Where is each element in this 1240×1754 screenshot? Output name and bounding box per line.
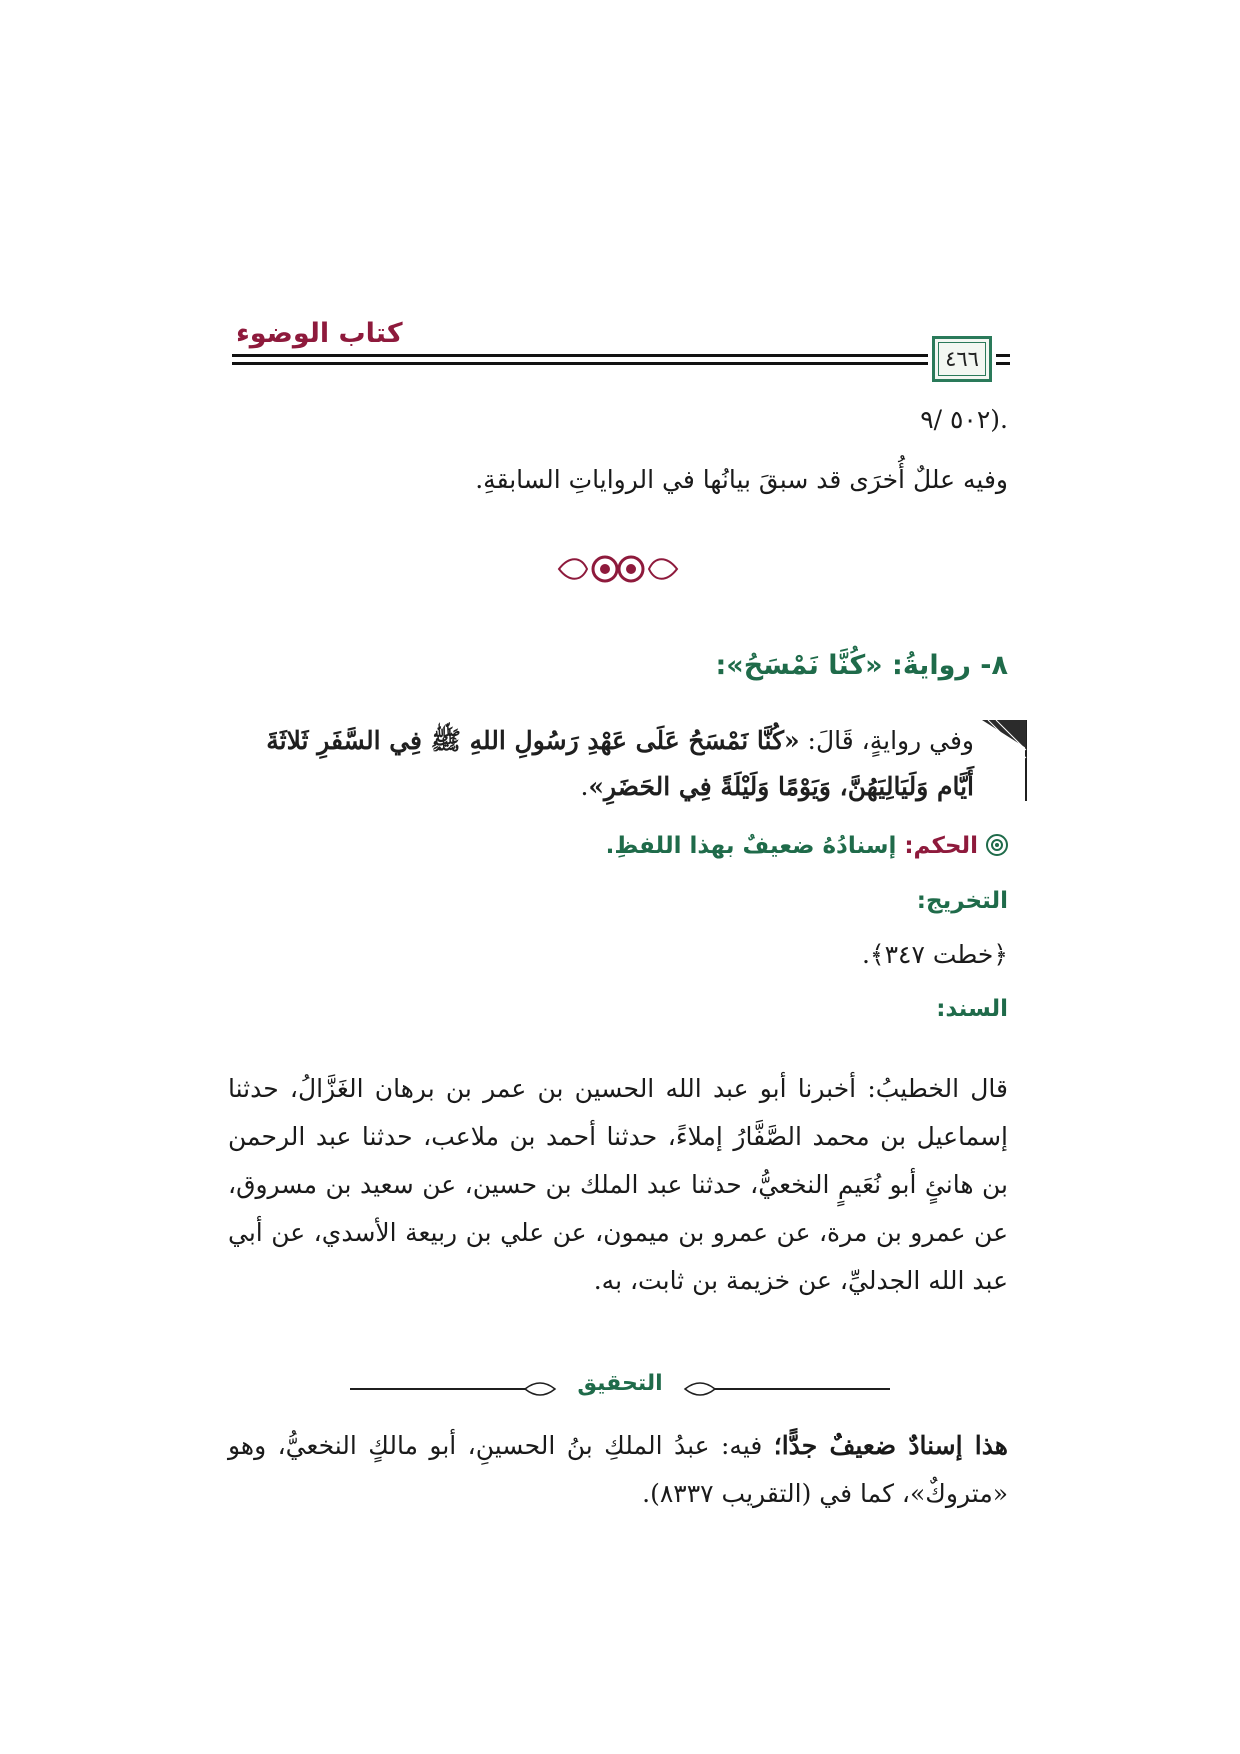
hadith-line-1 bbox=[266, 725, 974, 762]
section-title: ٨- روايةُ: «كُنَّا نَمْسَحُ»: bbox=[715, 650, 1008, 681]
header-rule-top-right bbox=[996, 354, 1010, 357]
header-rule-bottom-left bbox=[232, 362, 928, 365]
tahqiq-paragraph bbox=[228, 1422, 1008, 1518]
header-rule-bottom-right bbox=[996, 362, 1010, 365]
ruling-label: الحكم: bbox=[904, 833, 979, 859]
sanad-label: السند: bbox=[936, 996, 1008, 1022]
rosette-icon bbox=[986, 834, 1008, 856]
corner-decoration bbox=[980, 718, 1028, 803]
running-title: كتاب الوضوء bbox=[236, 318, 403, 349]
ruling-text: إسنادُهُ ضعيفٌ بهذا اللفظِ. bbox=[605, 833, 897, 859]
sanad-paragraph: قال الخطيبُ: أخبرنا أبو عبد الله الحسين بن عمر بن برهان الغَزَّالُ، حدثنا إسماعيل بن محمد الصَّفَّارُ إملاءً، حدثنا أحمد بن ملاعب، حدثنا عبد الرحمن بن هانئٍ أبو نُعَيمٍ النخعيُّ، حدثنا عبد الملك بن حسين، عن سعيد بن مسروق، عن عمرو بن مرة، عن عمرو بن ميمون، عن علي بن ربيعة الأسدي، عن أبي عبد الله الجدليِّ، عن خزيمة بن ثابت، به. bbox=[228, 1074, 1008, 1295]
hadith-intro: وفي روايةٍ، قَالَ: bbox=[799, 726, 974, 755]
tahqiq-text: فيه: عبدُ الملكِ بنُ الحسينِ، أبو مالكٍ النخعيُّ، وهو «متروكٌ»، كما في (التقريب ٨٣٣٧). bbox=[228, 1431, 1008, 1508]
header-rule-top-left bbox=[232, 354, 928, 357]
tahqiq-lead: هذا إسنادٌ ضعيفٌ جدًّا؛ bbox=[773, 1431, 1008, 1460]
other-defects-line: وفيه عللٌ أُخرَى قد سبقَ بيانُها في الرواياتِ السابقةِ. bbox=[475, 465, 1008, 494]
tahqiq-label: التحقيق bbox=[577, 1371, 663, 1396]
page-number: ٤٦٦ bbox=[945, 347, 979, 371]
hadith-text-1: «كُنَّا نَمْسَحُ عَلَى عَهْدِ رَسُولِ اللهِ ﷺ فِي السَّفَرِ ثَلاثَةَ bbox=[266, 726, 800, 755]
takhrij-label: التخريج: bbox=[916, 888, 1008, 914]
section-ornament bbox=[553, 552, 683, 586]
citation-line: .(٥٠٢ /٩ bbox=[920, 405, 1008, 434]
ruling-line bbox=[606, 830, 1008, 859]
hadith-line-2: أَيَّام وَلَيَالِيَهُنَّ، وَيَوْمًا وَلَيْلَةً فِي الحَضَرِ». bbox=[580, 772, 974, 801]
hadith-text-2: أَيَّام وَلَيَالِيَهُنَّ، وَيَوْمًا وَلَيْلَةً فِي الحَضَرِ» bbox=[588, 772, 974, 801]
takhrij-text: ﴿خطت ٣٤٧﴾. bbox=[861, 940, 1008, 969]
tahqiq-divider bbox=[350, 1371, 890, 1403]
page-number-frame bbox=[932, 336, 992, 382]
